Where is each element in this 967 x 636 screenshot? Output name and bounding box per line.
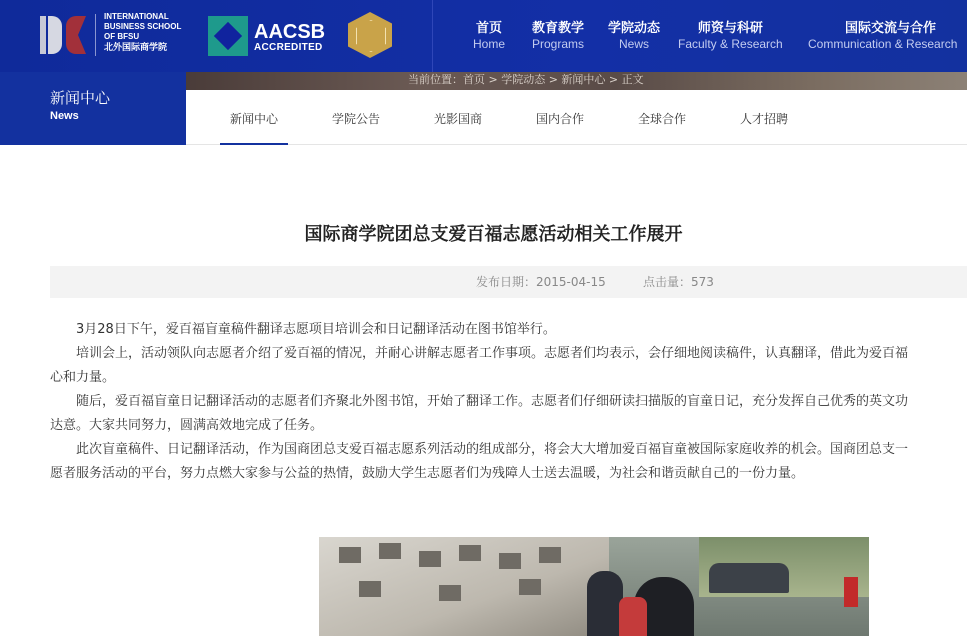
tab-global-cooperation[interactable]: 全球合作 bbox=[637, 112, 686, 126]
site-header bbox=[0, 0, 967, 72]
nav-home[interactable]: 首页 Home bbox=[473, 21, 506, 51]
tab-domestic-cooperation[interactable]: 国内合作 bbox=[535, 112, 584, 126]
ibs-logo-mark bbox=[40, 12, 92, 58]
ibs-logo-text: INTERNATIONAL BUSINESS SCHOOL OF BFSU 北外国际商学院 bbox=[104, 12, 182, 52]
nav-communication[interactable]: 国际交流与合作 Communication & Research bbox=[808, 21, 958, 51]
ibs-logo[interactable] bbox=[40, 12, 190, 58]
section-title-box bbox=[0, 72, 186, 145]
nav-faculty-research[interactable]: 师资与科研 Faculty & Research bbox=[678, 21, 783, 51]
aacsb-logo: AACSB ACCREDITED bbox=[208, 16, 328, 56]
paragraph-line: 愿者服务活动的平台，努力点燃大家参与公益的热情，鼓励大学生志愿者们为残障人士送去温暖，为社会和谐贡献自己的一份力量。 bbox=[50, 466, 805, 481]
paragraph-line: 达意。大家共同努力，圆满高效地完成了任务。 bbox=[50, 418, 324, 433]
tab-announcements[interactable]: 学院公告 bbox=[331, 112, 380, 126]
section-title-en: News bbox=[50, 110, 79, 122]
breadcrumb: 当前位置：首页 > 学院动态 > 新闻中心 > 正文 bbox=[408, 73, 644, 86]
banner-photo bbox=[186, 72, 967, 90]
paragraph-line: 培训会上，活动领队向志愿者介绍了爱百福的情况，并耐心讲解志愿者工作事项。志愿者们均表示，会仔细地阅读稿件，认真翻译，借此为爱百福 bbox=[76, 346, 909, 361]
nav-programs[interactable]: 教育教学 Programs bbox=[532, 21, 585, 51]
nav-news[interactable]: 学院动态 News bbox=[608, 21, 661, 51]
tab-photo-gallery[interactable]: 光影国商 bbox=[433, 112, 482, 126]
accreditation-badge-icon bbox=[348, 12, 392, 58]
paragraph-line: 此次盲童稿件、日记翻译活动，作为国商团总支爱百福志愿系列活动的组成部分，将会大大增加爱百福盲童被国际家庭收养的机会。国商团总支一 bbox=[76, 442, 909, 457]
aacsb-mark-icon bbox=[208, 16, 248, 56]
section-title: 新闻中心 bbox=[50, 89, 111, 107]
view-count: 点击量：573 bbox=[643, 275, 714, 289]
article-title: 国际商学院团总支爱百福志愿活动相关工作展开 bbox=[304, 224, 683, 245]
article-body bbox=[50, 318, 967, 486]
publish-date: 发布日期：2015-04-15 bbox=[476, 275, 606, 289]
sub-nav bbox=[186, 90, 967, 145]
section-band bbox=[0, 72, 967, 145]
paragraph-line: 随后，爱百福盲童日记翻译活动的志愿者们齐聚北外图书馆，开始了翻译工作。志愿者们仔细研读扫描版的盲童日记，充分发挥自己优秀的英文功 bbox=[76, 394, 909, 409]
article-photo bbox=[319, 537, 869, 636]
paragraph-line: 3月28日下午，爱百福盲童稿件翻译志愿项目培训会和日记翻译活动在图书馆举行。 bbox=[76, 322, 556, 337]
paragraph-line: 心和力量。 bbox=[50, 370, 116, 385]
tab-news-center[interactable]: 新闻中心 bbox=[220, 90, 288, 145]
tab-recruitment[interactable]: 人才招聘 bbox=[739, 112, 788, 126]
article-meta bbox=[50, 266, 967, 298]
